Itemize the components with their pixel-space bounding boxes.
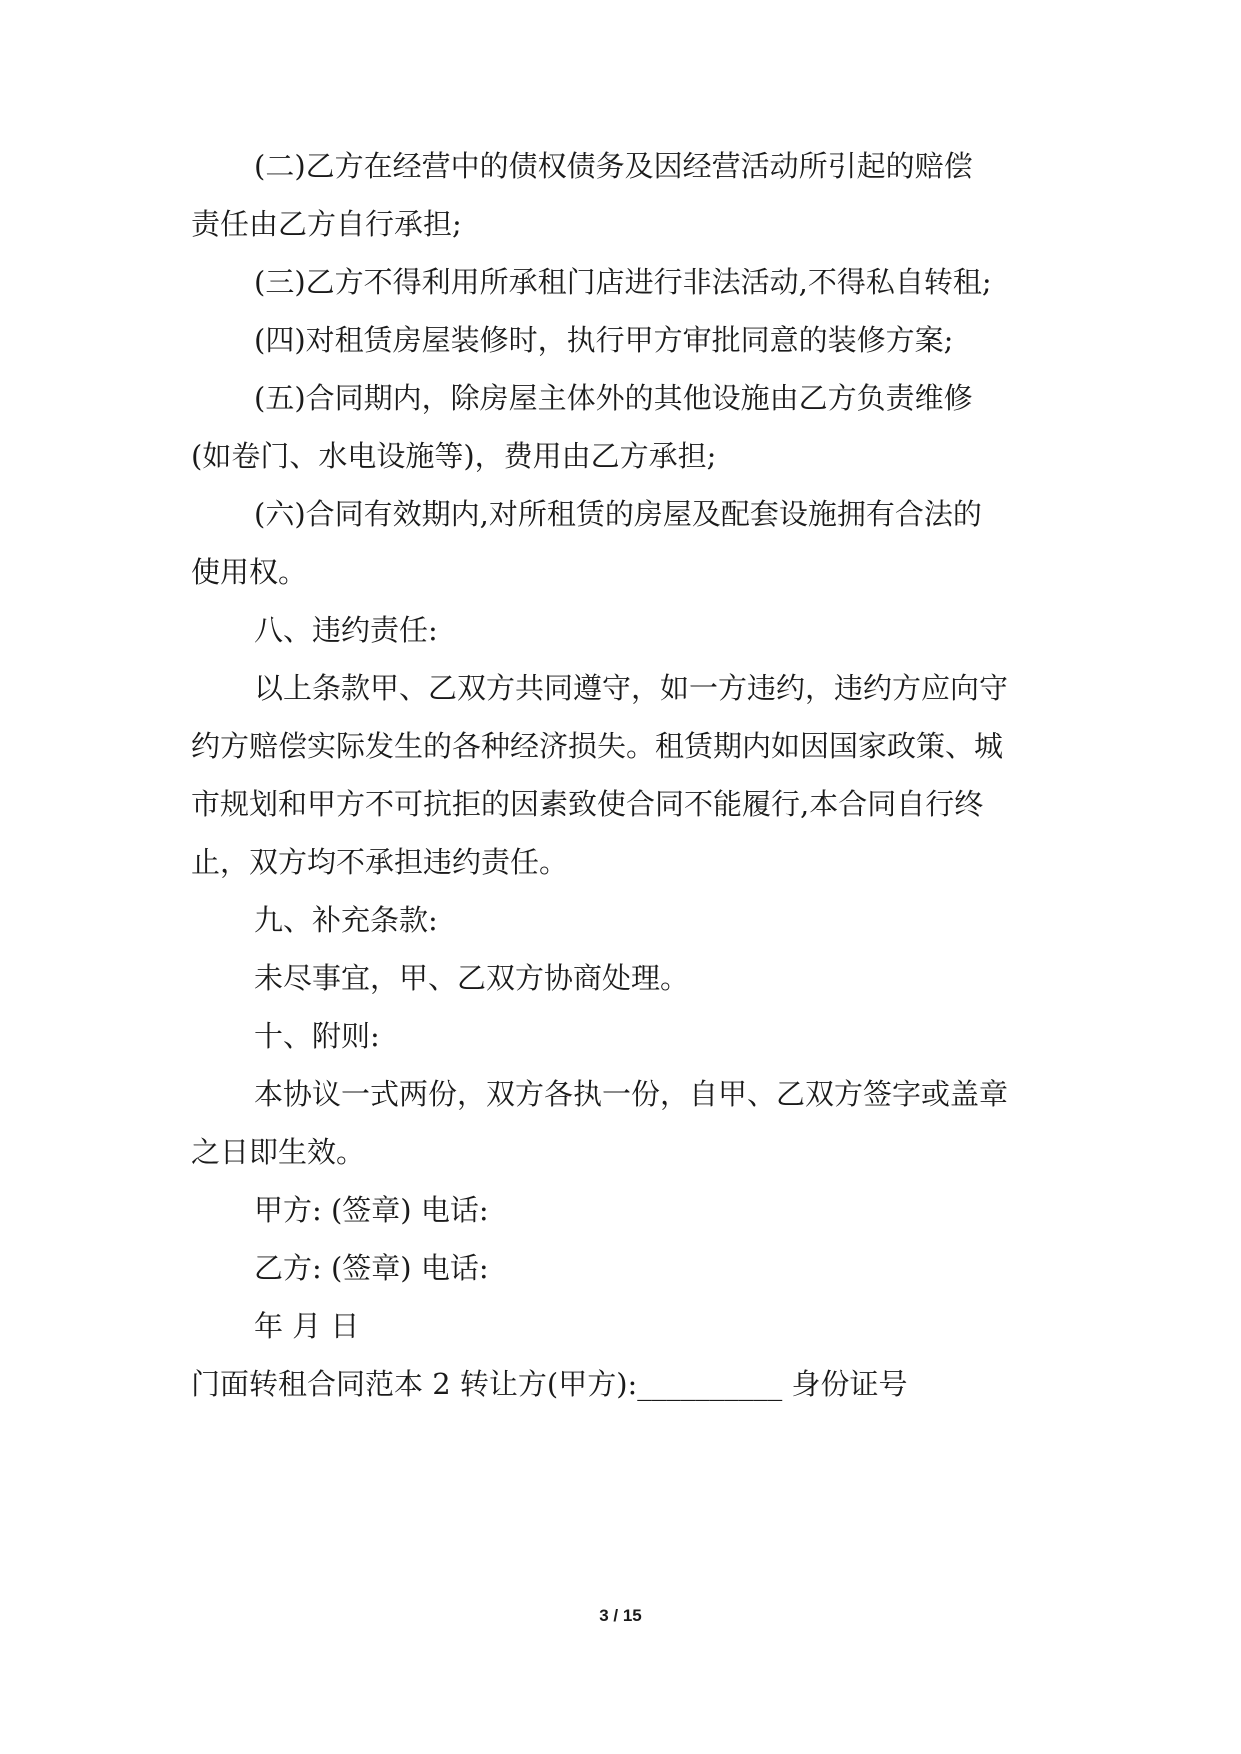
clause-7-2-line-1: (二)乙方在经营中的债权债务及因经营活动所引起的赔偿 xyxy=(254,149,973,183)
clause-7-4: (四)对租赁房屋装修时，执行甲方审批同意的装修方案; xyxy=(254,323,954,357)
clause-7-3: (三)乙方不得利用所承租门店进行非法活动,不得私自转租; xyxy=(254,265,992,299)
section-9-body: 未尽事宜，甲、乙双方协商处理。 xyxy=(254,961,690,995)
section-10-heading: 十、附则: xyxy=(254,1019,380,1053)
page-number: 3 / 15 xyxy=(599,1606,642,1625)
clause-7-5-line-1: (五)合同期内，除房屋主体外的其他设施由乙方负责维修 xyxy=(254,381,973,415)
section-10-line-1: 本协议一式两份，双方各执一份，自甲、乙双方签字或盖章 xyxy=(254,1077,1009,1111)
clause-7-6-line-1: (六)合同有效期内,对所租赁的房屋及配套设施拥有合法的 xyxy=(254,497,982,531)
next-contract-heading: 门面转租合同范本 2 转让方(甲方):__________ 身份证号 xyxy=(191,1367,908,1401)
section-8-heading: 八、违约责任: xyxy=(254,613,438,647)
clause-7-6-line-2: 使用权。 xyxy=(191,555,308,589)
clause-7-2-line-2: 责任由乙方自行承担; xyxy=(191,207,462,241)
section-10-line-2: 之日即生效。 xyxy=(191,1135,366,1169)
section-8-line-3: 市规划和甲方不可抗拒的因素致使合同不能履行,本合同自行终 xyxy=(191,787,984,821)
date-line: 年 月 日 xyxy=(254,1309,360,1343)
section-8-line-1: 以上条款甲、乙双方共同遵守，如一方违约，违约方应向守 xyxy=(254,671,1009,705)
section-8-line-4: 止，双方均不承担违约责任。 xyxy=(191,845,569,879)
clause-7-5-line-2: (如卷门、水电设施等)，费用由乙方承担; xyxy=(191,439,717,473)
party-a-signature-line: 甲方: (签章) 电话: xyxy=(254,1193,489,1227)
section-9-heading: 九、补充条款: xyxy=(254,903,438,937)
party-b-signature-line: 乙方: (签章) 电话: xyxy=(254,1251,489,1285)
section-8-line-2: 约方赔偿实际发生的各种经济损失。租赁期内如因国家政策、城 xyxy=(191,729,1004,763)
